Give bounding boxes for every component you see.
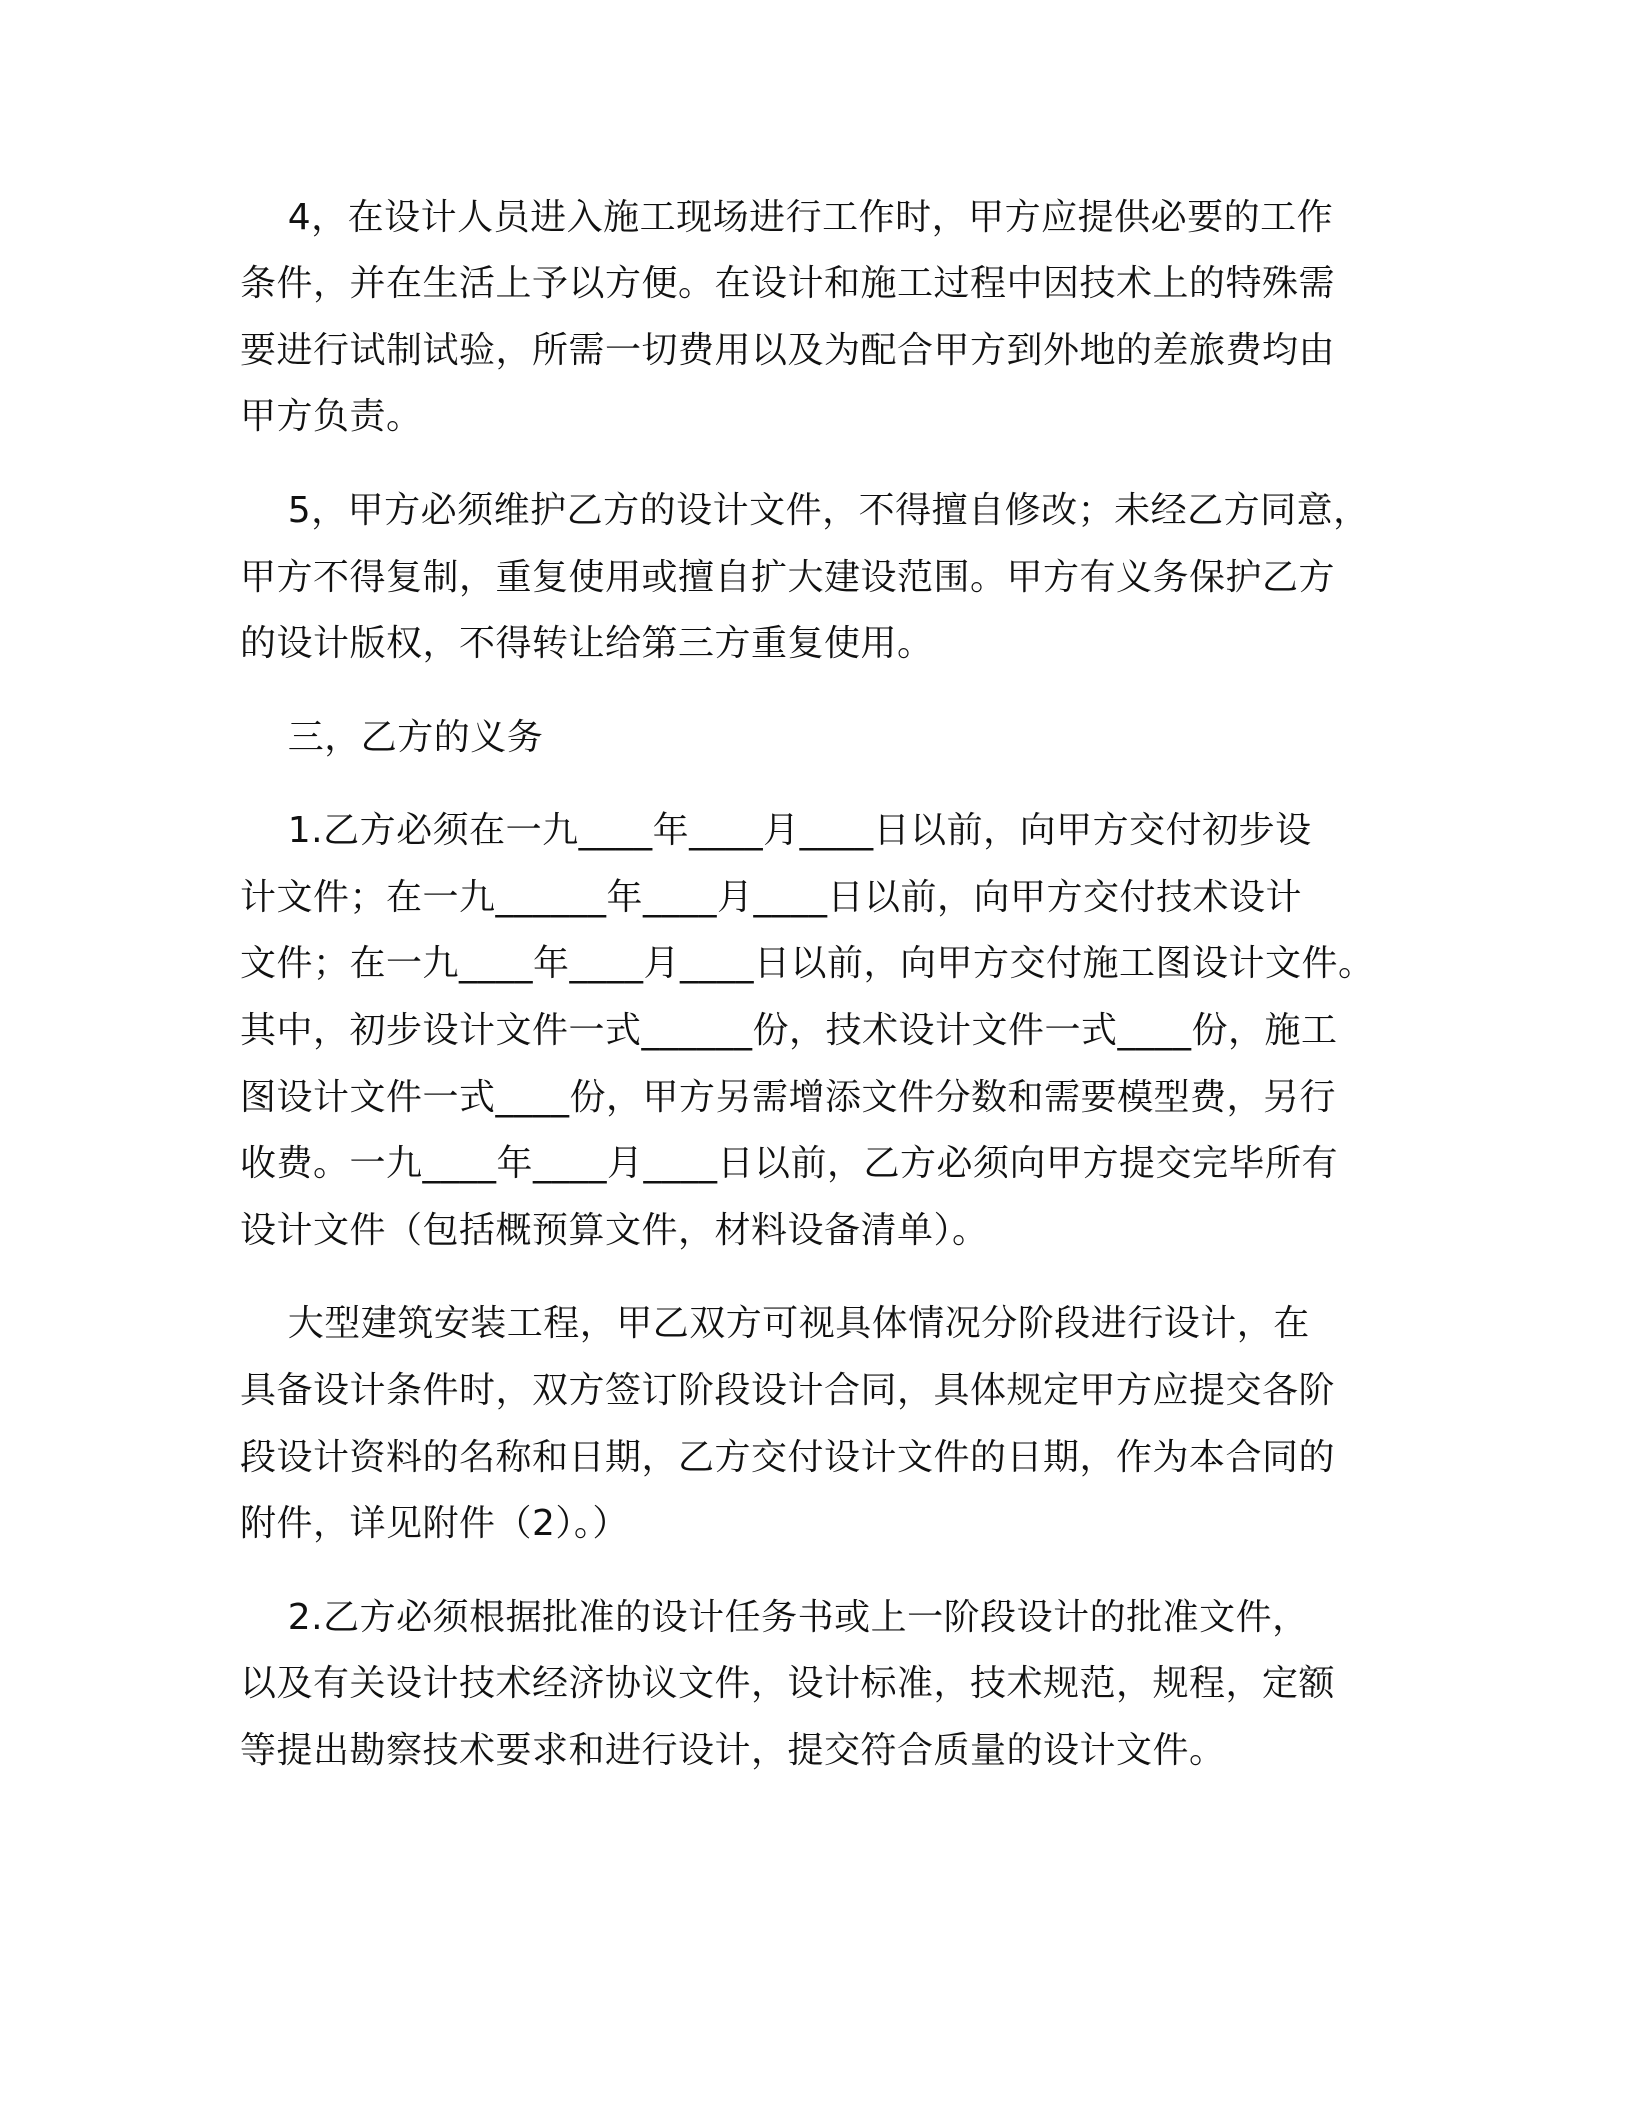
paragraph-line: 图设计文件一式____份，甲方另需增添文件分数和需要模型费，另行 bbox=[240, 1077, 1337, 1118]
paragraph-line: 等提出勘察技术要求和进行设计，提交符合质量的设计文件。 bbox=[240, 1730, 1226, 1771]
paragraph-line: 具备设计条件时，双方签订阶段设计合同，具体规定甲方应提交各阶 bbox=[240, 1370, 1336, 1411]
paragraph-line: 大型建筑安装工程，甲乙双方可视具体情况分阶段进行设计，在 bbox=[240, 1303, 1310, 1344]
paragraph-line: 计文件；在一九______年____月____日以前，向甲方交付技术设计 bbox=[240, 877, 1303, 918]
paragraph-line: 5，甲方必须维护乙方的设计文件，不得擅自修改；未经乙方同意， bbox=[240, 490, 1370, 531]
paragraph-line: 4，在设计人员进入施工现场进行工作时，甲方应提供必要的工作 bbox=[240, 197, 1334, 238]
paragraph-line: 其中，初步设计文件一式______份，技术设计文件一式____份，施工 bbox=[240, 1010, 1338, 1051]
paragraph-line: 附件，详见附件（2）。） bbox=[240, 1503, 629, 1544]
paragraph-line: 的设计版权，不得转让给第三方重复使用。 bbox=[240, 623, 934, 664]
paragraph-line: 要进行试制试验，所需一切费用以及为配合甲方到外地的差旅费均由 bbox=[240, 330, 1336, 371]
paragraph-line: 设计文件（包括概预算文件，材料设备清单）。 bbox=[240, 1210, 989, 1251]
paragraph-line: 甲方不得复制，重复使用或擅自扩大建设范围。甲方有义务保护乙方 bbox=[240, 557, 1336, 598]
paragraph-line: 1.乙方必须在一九____年____月____日以前，向甲方交付初步设 bbox=[240, 810, 1312, 851]
paragraph-line: 甲方负责。 bbox=[240, 396, 423, 437]
paragraph-line: 收费。一九____年____月____日以前，乙方必须向甲方提交完毕所有 bbox=[240, 1143, 1339, 1184]
paragraph-line: 条件，并在生活上予以方便。在设计和施工过程中因技术上的特殊需 bbox=[240, 263, 1336, 304]
paragraph-line: 以及有关设计技术经济协议文件，设计标准，技术规范，规程，定额 bbox=[240, 1663, 1336, 1704]
paragraph-line: 文件；在一九____年____月____日以前，向甲方交付施工图设计文件。 bbox=[240, 943, 1375, 984]
section-heading: 三，乙方的义务 bbox=[240, 717, 544, 758]
paragraph-line: 2.乙方必须根据批准的设计任务书或上一阶段设计的批准文件， bbox=[240, 1597, 1309, 1638]
paragraph-line: 段设计资料的名称和日期，乙方交付设计文件的日期，作为本合同的 bbox=[240, 1437, 1336, 1478]
